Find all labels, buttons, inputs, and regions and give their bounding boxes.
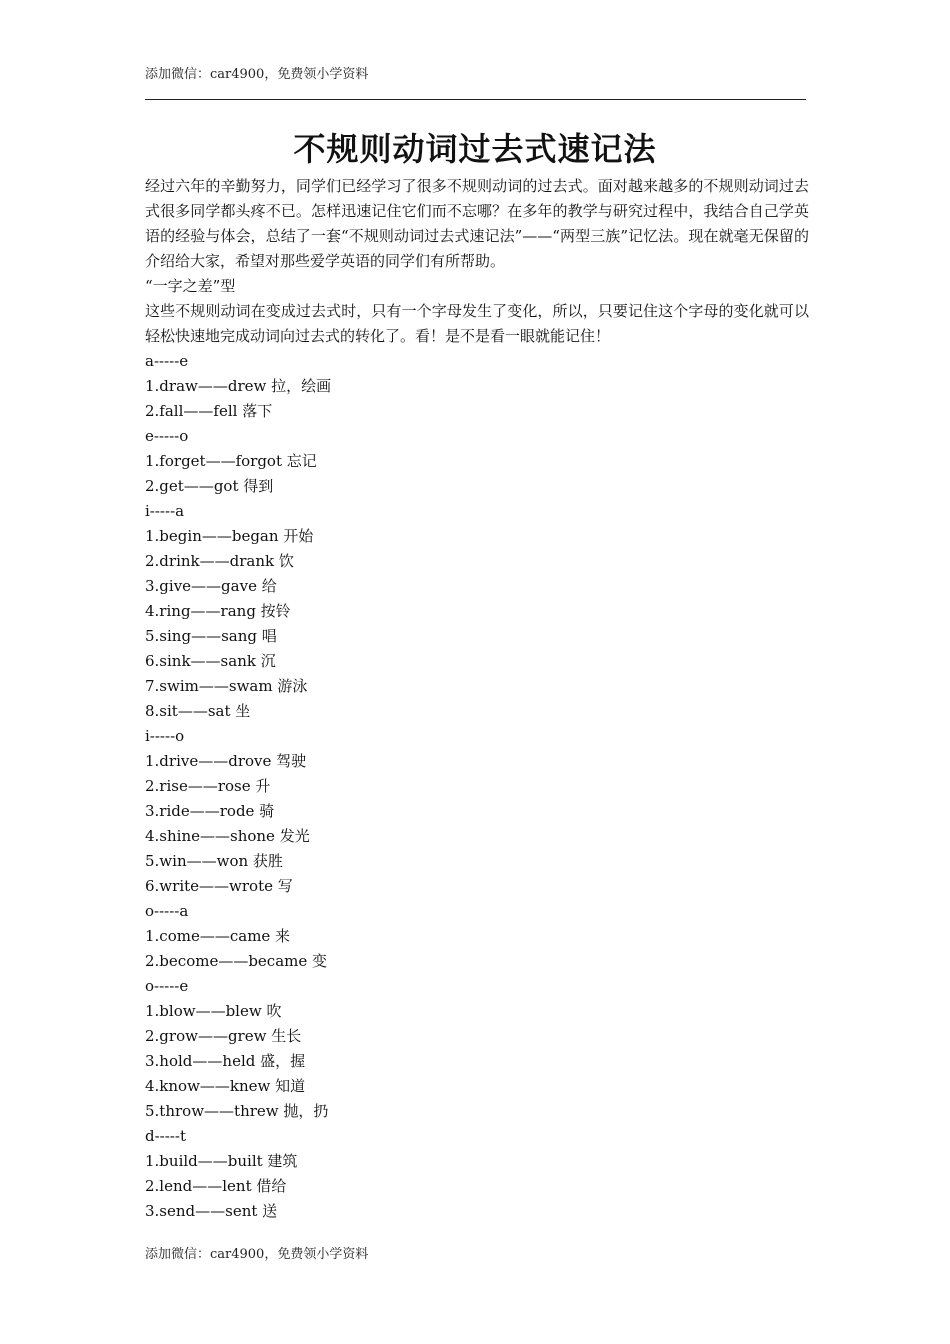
letter-change-heading: e-----o [145, 427, 189, 445]
verb-pair-item: 1.drive——drove 驾驶 [145, 752, 307, 770]
page-header: 添加微信：car4900，免费领小学资料 [145, 67, 369, 82]
verb-pair-item: 1.forget——forgot 忘记 [145, 452, 317, 470]
letter-change-heading: d-----t [145, 1127, 186, 1145]
verb-pair-item: 2.fall——fell 落下 [145, 402, 273, 420]
header-divider [145, 99, 806, 100]
intro-paragraph: 经过六年的辛勤努力，同学们已经学习了很多不规则动词的过去式。面对越来越多的不规则动词过去式很多同学都头疼不已。怎样迅速记住它们而不忘哪？在多年的教学与研究过程中，我结合自己学英语的经验与体会，总结了一套“不规则动词过去式速记法”——“两型三族”记忆法。现在就毫无保留的介绍给大家，希望对那些爱学英语的同学们有所帮助。 [145, 177, 809, 270]
section-heading: “一字之差”型 [145, 277, 236, 295]
verb-pair-item: 1.blow——blew 吹 [145, 1002, 282, 1020]
page-footer: 添加微信：car4900，免费领小学资料 [145, 1247, 369, 1262]
verb-pair-item: 4.ring——rang 按铃 [145, 602, 291, 620]
verb-pair-item: 8.sit——sat 坐 [145, 702, 251, 720]
verb-pair-item: 2.grow——grew 生长 [145, 1027, 302, 1045]
verb-pair-item: 3.give——gave 给 [145, 577, 277, 595]
verb-pair-item: 1.build——built 建筑 [145, 1152, 298, 1170]
verb-pair-item: 2.rise——rose 升 [145, 777, 271, 795]
letter-change-heading: a-----e [145, 352, 189, 370]
verb-pair-item: 1.begin——began 开始 [145, 527, 314, 545]
verb-pair-item: 3.ride——rode 骑 [145, 802, 275, 820]
verb-pair-item: 3.hold——held 盛，握 [145, 1052, 306, 1070]
verb-pair-item: 1.come——came 来 [145, 927, 291, 945]
verb-pair-item: 2.lend——lent 借给 [145, 1177, 287, 1195]
verb-list [145, 349, 809, 1224]
verb-pair-item: 5.throw——threw 抛，扔 [145, 1102, 329, 1120]
section-intro-paragraph: 这些不规则动词在变成过去式时，只有一个字母发生了变化，所以，只要记住这个字母的变化就可以轻松快速地完成动词向过去式的转化了。看！是不是看一眼就能记住！ [145, 302, 809, 345]
verb-pair-item: 4.know——knew 知道 [145, 1077, 306, 1095]
letter-change-heading: i-----a [145, 502, 185, 520]
verb-pair-item: 2.become——became 变 [145, 952, 328, 970]
verb-pair-item: 1.draw——drew 拉，绘画 [145, 377, 332, 395]
verb-pair-item: 7.swim——swam 游泳 [145, 677, 308, 695]
verb-pair-item: 3.send——sent 送 [145, 1202, 278, 1220]
verb-pair-item: 2.get——got 得到 [145, 477, 274, 495]
verb-pair-item: 5.win——won 获胜 [145, 852, 283, 870]
verb-pair-item: 6.sink——sank 沉 [145, 652, 276, 670]
letter-change-heading: o-----a [145, 902, 189, 920]
verb-pair-item: 2.drink——drank 饮 [145, 552, 294, 570]
letter-change-heading: i-----o [145, 727, 185, 745]
letter-change-heading: o-----e [145, 977, 189, 995]
verb-pair-item: 5.sing——sang 唱 [145, 627, 277, 645]
verb-pair-item: 4.shine——shone 发光 [145, 827, 310, 845]
document-title: 不规则动词过去式速记法 [293, 130, 657, 168]
verb-pair-item: 6.write——wrote 写 [145, 877, 293, 895]
document-body [145, 174, 809, 1224]
